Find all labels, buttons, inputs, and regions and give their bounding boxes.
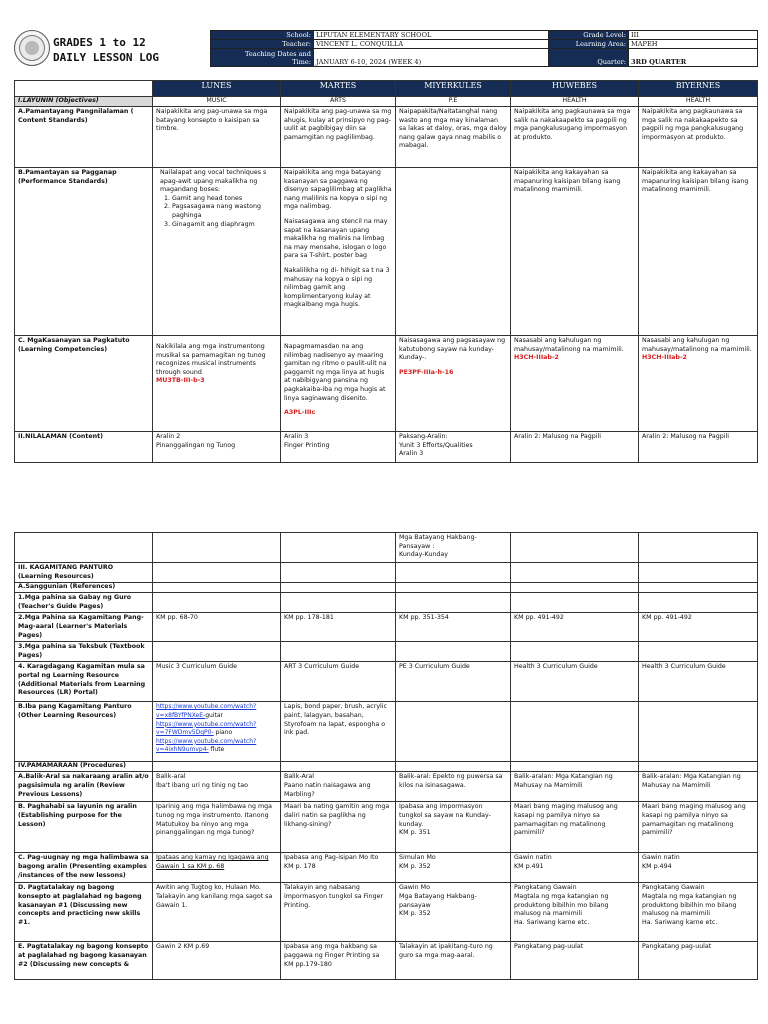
balik-aral-lunes: Balik-aral Iba't ibang uri ng tinig ng tao xyxy=(153,772,281,802)
competencies-martes: Napagmamasdan na ang nilimbag nadisenyo ay maaring gamitan ng ritmo o paulit-ulit na paggamit ng mga linya at hugis at nabibigyang pansina ng pagkakaiba-iba ng mga hugis at linya saginawang disenito. A3PL-IIIc xyxy=(281,336,396,432)
nilalaman-martes: Aralin 3 Finger Printing xyxy=(281,432,396,463)
form-title-grades: GRADES 1 to 12 xyxy=(53,36,146,49)
layunin-label: I.LAYUNIN (Objectives) xyxy=(15,97,153,107)
competency-code: MU3TB-III-b-3 xyxy=(156,377,205,385)
lesson-log-table-page2 xyxy=(14,532,758,980)
nilalaman-row xyxy=(15,432,758,463)
paghahabi-lunes: Iparinig ang mga halimbawa ng mga tunog ng mga instrumento. Itanong Matutukoy ba ninyo ang mga pinanggalingan ng mga tunog? xyxy=(153,802,281,853)
iba-pang-label: B.Iba pang Kagamitang Panturo (Other Learning Resources) xyxy=(15,702,153,762)
lesson-log-table-page1 xyxy=(14,80,758,463)
pag-uugnay-miyerkules: Simulan Mo KM p. 352 xyxy=(396,853,511,883)
youtube-link-flute[interactable]: https://www.youtube.com/watch?v=4ixhN9umvp4- xyxy=(156,737,257,754)
competencies-row xyxy=(15,336,758,432)
pag-uugnay-row xyxy=(15,853,758,883)
subject-music: MUSIC xyxy=(153,97,281,107)
continuation-row xyxy=(15,533,758,563)
performance-standards-label: B.Pamantayan sa Pagganap (Performance Standards) xyxy=(15,168,153,336)
subject-arts: ARTS xyxy=(281,97,396,107)
teacher-value: VINCENT L. CONQUILLA xyxy=(314,40,549,49)
deped-seal-logo xyxy=(14,30,50,66)
balik-aral-martes: Balik-Aral Paano natin naisagawa ang Marbling? xyxy=(281,772,396,802)
teksbuk-row xyxy=(15,642,758,662)
competency-code: PE3PF-IIIa-h-16 xyxy=(399,368,454,376)
kagamitan-pages-martes: KM pp. 178-181 xyxy=(281,613,396,642)
pag-uugnay-biyernes: Gawin natin KM p.494 xyxy=(639,853,758,883)
pagtalakay1-label: D. Pagtatalakay ng bagong konsepto at paglalahad ng bagong kasanayan #1 (Discussing new concepts and practicing new skills #1. xyxy=(15,883,153,942)
teaching-dates-value: JANUARY 6-10, 2024 (WEEK 4) xyxy=(314,49,549,67)
pag-uugnay-lunes: Ipataas ang kamay ng Igagawa ang Gawain 1 sa KM p. 68 xyxy=(153,853,281,883)
subject-health: HEALTH xyxy=(511,97,639,107)
kagamitan-pages-row xyxy=(15,613,758,642)
day-header-lunes: LUNES xyxy=(153,81,281,97)
header-info-table xyxy=(210,30,758,67)
balik-aral-huwebes: Balik-aralan: Mga Katangian ng Mahusay na Mamimili xyxy=(511,772,639,802)
day-header-miyerkules: MIYERKULES xyxy=(396,81,511,97)
kagamitang-label: III. KAGAMITANG PANTURO (Learning Resources) xyxy=(15,563,153,583)
pagtalakay1-martes: Talakayin ang nabasang impormasyon tungkol sa Finger Printing. xyxy=(281,883,396,942)
balik-aral-label: A.Balik-Aral sa nakaraang aralin at/o pagsisimula ng aralin (Review Previous Lessons) xyxy=(15,772,153,802)
competency-code: H3CH-IIIab-2 xyxy=(642,354,687,362)
content-standards-row xyxy=(15,107,758,168)
subject-pe: P.E xyxy=(396,97,511,107)
nilalaman-label: II.NILALAMAN (Content) xyxy=(15,432,153,463)
content-standards-lunes: Naipakikita ang pag-unawa sa mga batayang konsepto o kaisipan sa timbre. xyxy=(153,107,281,168)
sanggunian-row xyxy=(15,583,758,593)
youtube-link-guitar[interactable]: https://www.youtube.com/watch?v=x8fBYfPNXeE- xyxy=(156,703,257,719)
performance-standards-lunes: Nailalapat ang vocal techniques s apag-awit upang makalikha ng magandang boses: 1. Gamit ang head tones 2. Pagsasagawa nang wastong paghinga 3. Ginagamit ang diaphragm xyxy=(153,168,281,336)
pagtalakay1-miyerkules: Gawin Mo Mga Batayang Hakbang-pansayaw KM p. 352 xyxy=(396,883,511,942)
school-value: LIPUTAN ELEMENTARY SCHOOL xyxy=(314,31,549,40)
competencies-label: C. MgaKasanayan sa Pagkatuto (Learning Competencies) xyxy=(15,336,153,432)
kagamitan-pages-label: 2.Mga Pahina sa Kagamitang Pang-Mag-aaral (Learner's Materials Pages) xyxy=(15,613,153,642)
nilalaman-miyerkules: Paksang-Aralin: Yunit 3 Efforts/Qualities Aralin 3 xyxy=(396,432,511,463)
nilalaman-huwebes: Aralin 2: Malusog na Pagpili xyxy=(511,432,639,463)
grade-level-value: III xyxy=(629,31,758,40)
quarter-value: 3RD QUARTER xyxy=(629,49,758,67)
competency-code: H3CH-IIIab-2 xyxy=(514,354,559,362)
balik-aral-miyerkules: Balik-aral: Epekto ng puwersa sa kilos na isinasagawa. xyxy=(396,772,511,802)
kagamitan-pages-biyernes: KM pp. 491-492 xyxy=(639,613,758,642)
gabay-row xyxy=(15,593,758,613)
day-header-martes: MARTES xyxy=(281,81,396,97)
pamamaraan-row xyxy=(15,762,758,772)
competency-code: A3PL-IIIc xyxy=(284,409,316,417)
kagamitan-pages-huwebes: KM pp. 491-492 xyxy=(511,613,639,642)
performance-standards-row xyxy=(15,168,758,336)
kagamitan-pages-miyerkules: KM pp. 351-354 xyxy=(396,613,511,642)
subject-health: HEALTH xyxy=(639,97,758,107)
gabay-label: 1.Mga pahina sa Gabay ng Guro (Teacher's Guide Pages) xyxy=(15,593,153,613)
learning-area-value: MAPEH xyxy=(629,40,758,49)
school-label: School: xyxy=(211,31,314,40)
paghahabi-huwebes: Maari bang maging malusog ang kasapi ng pamilya ninyo sa pamamagitan ng matalinong pamimili? xyxy=(511,802,639,853)
learning-area-label: Learning Area: xyxy=(549,40,629,49)
pagtalakay2-biyernes: Pangkatang pag-uulat xyxy=(639,942,758,980)
pagtalakay1-lunes: Awitin ang Tugtog ko, Hulaan Mo. Talakayin ang kanilang mga sagot sa Gawain 1. xyxy=(153,883,281,942)
competencies-biyernes: Nasasabi ang kahulugan ng mahusay/matalinong na mamimili. H3CH-IIIab-2 xyxy=(639,336,758,432)
performance-standards-biyernes: Naipakikita ang kakayahan sa mapanuring kaisipan bilang isang matalinong mamimili. xyxy=(639,168,758,336)
quarter-label: Quarter: xyxy=(549,49,629,67)
pagtalakay2-martes: Ipabasa ang mga hakbang sa paggawa ng Finger Printing sa KM pp.179-180 xyxy=(281,942,396,980)
pagtalakay1-row xyxy=(15,883,758,942)
pagtalakay2-label: E. Pagtatalakay ng bagong konsepto at paglalahad ng bagong kasanayan #2 (Discussing new concepts & xyxy=(15,942,153,980)
competencies-lunes: Nakikilala ang mga instrumentong musikal sa pamamagitan ng tunog recognizes musical instruments through sound MU3TB-III-b-3 xyxy=(153,336,281,432)
day-header-row xyxy=(15,81,758,97)
iba-pang-lunes: https://www.youtube.com/watch?v=x8fBYfPNXeE-guitar https://www.youtube.com/watch?v=7FWDmv5DqP0- piano https://www.youtube.com/watch?v=4ixhN9umvp4- flute xyxy=(153,702,281,762)
pagtalakay2-huwebes: Pangkatang pag-uulat xyxy=(511,942,639,980)
performance-standards-miyerkules xyxy=(396,168,511,336)
layunin-row xyxy=(15,97,758,107)
competencies-miyerkules: Naisasagawa ang pagsasayaw ng katutubong sayaw na kunday-Kunday-. PE3PF-IIIa-h-16 xyxy=(396,336,511,432)
pagtalakay1-biyernes: Pangkatang Gawain Magtala ng mga katangian ng produktong bibilhin mo bilang malusog na mamimili Ha. Sariwang karne etc. xyxy=(639,883,758,942)
paghahabi-biyernes: Maari bang maging malusog ang kasapi ng pamilya ninyo sa pamamagitan ng matalinong pamimili? xyxy=(639,802,758,853)
pagtalakay2-lunes: Gawin 2 KM p.69 xyxy=(153,942,281,980)
karagdagang-row xyxy=(15,662,758,702)
technique-item: 3. Ginagamit ang diaphragm xyxy=(172,221,277,230)
karagdagang-martes: ART 3 Curriculum Guide xyxy=(281,662,396,702)
performance-standards-huwebes: Naipakikita ang kakayahan sa mapanuring kaisipan bilang isang matalinong mamimili. xyxy=(511,168,639,336)
nilalaman-biyernes: Aralin 2: Malusog na Pagpili xyxy=(639,432,758,463)
content-standards-martes: Naipakikita ang pag-unawa sa mg ahugis, kulay at prinsipyo ng pag-uulit at pagbibigay diin sa pamamgitan ng paglilimbag. xyxy=(281,107,396,168)
teacher-label: Teacher: xyxy=(211,40,314,49)
paghahabi-row xyxy=(15,802,758,853)
day-header-biyernes: BIYERNES xyxy=(639,81,758,97)
karagdagang-huwebes: Health 3 Curriculum Guide xyxy=(511,662,639,702)
nilalaman-lunes: Aralin 2 Pinanggalingan ng Tunog xyxy=(153,432,281,463)
karagdagang-miyerkules: PE 3 Curriculum Guide xyxy=(396,662,511,702)
pagtalakay2-row xyxy=(15,942,758,980)
paghahabi-miyerkules: Ipabasa ang impormasyon tungkol sa sayaw na Kunday-kunday. KM p. 351 xyxy=(396,802,511,853)
content-standards-label: A.Pamantayang Pangnilalaman ( Content Standards) xyxy=(15,107,153,168)
grade-level-label: Grade Level: xyxy=(549,31,629,40)
teksbuk-label: 3.Mga pahina sa Teksbuk (Textbook Pages) xyxy=(15,642,153,662)
content-standards-miyerkules: Naipapakita/Naitatanghal nang wasto ang mga may kinalaman sa lakas at daloy, oras, mga daloy nang galaw gaya nnag mabilis o mabagal. xyxy=(396,107,511,168)
pamamaraan-label: IV.PAMAMARAAN (Procedures) xyxy=(15,762,153,772)
pag-uugnay-huwebes: Gawin natin KM p.491 xyxy=(511,853,639,883)
kagamitan-pages-lunes: KM pp. 68-70 xyxy=(153,613,281,642)
youtube-link-piano[interactable]: https://www.youtube.com/watch?v=7FWDmv5DqP0- xyxy=(156,720,257,737)
content-standards-huwebes: Naipakikita ang pagkaunawa sa mga salik na nakakaapekto sa pagpili ng mga pangkalusugang impormasyon at produkto. xyxy=(511,107,639,168)
competencies-huwebes: Nasasabi ang kahulugan ng mahusay/matalinong na mamimili. H3CH-IIIab-2 xyxy=(511,336,639,432)
balik-aral-biyernes: Balik-aralan: Mga Katangian ng Mahusay na Mamimili xyxy=(639,772,758,802)
technique-item: 2. Pagsasagawa nang wastong paghinga xyxy=(172,203,277,220)
content-standards-biyernes: Naipakikita ang pagkaunawa sa mga salik na nakakaapekto sa pagpili ng mga pangkalusugang impormasyon at produkto. xyxy=(639,107,758,168)
technique-item: 1. Gamit ang head tones xyxy=(172,195,277,204)
pagtalakay1-huwebes: Pangkatang Gawain Magtala ng mga katangian ng produktong bibilhin mo bilang malusog na mamimili Ha. Sariwang karne etc. xyxy=(511,883,639,942)
paghahabi-label: B. Paghahabi sa layunin ng aralin (Establishing purpose for the Lesson) xyxy=(15,802,153,853)
sanggunian-label: A.Sanggunian (References) xyxy=(15,583,153,593)
form-title-dll: DAILY LESSON LOG xyxy=(53,51,159,64)
karagdagang-label: 4. Karagdagang Kagamitan mula sa portal ng Learning Resource (Additional Materials from Learning Resources (LR) Portal) xyxy=(15,662,153,702)
balik-aral-row xyxy=(15,772,758,802)
pagtalakay2-miyerkules: Talakayin at ipakitang-turo ng guro sa mga mag-aaral. xyxy=(396,942,511,980)
paghahabi-martes: Maari ba nating gamitin ang mga daliri natin sa paglikha ng likhang-sining? xyxy=(281,802,396,853)
day-header-blank xyxy=(15,81,153,97)
performance-standards-martes: Naipakikita ang mga batayang kasanayan sa paggawa ng disenyo sapaglilimbag at paglikha nang malilinis na kopya o sipi ng mga nalimbag. Naisasagawa ang stencil na may sapat na kasanayan upang makalikha ng malinis na limbag na may mensahe, islogan o logo para sa T-shirt, poster bag Nakalilikha ng di- hihigit sa t na 3 mahusay na kopya o sipi ng nilimbag gamit ang komplimentaryong kulay at magkaibang mga hugis. xyxy=(281,168,396,336)
day-header-huwebes: HUWEBES xyxy=(511,81,639,97)
iba-pang-row xyxy=(15,702,758,762)
iba-pang-martes: Lapis, bond paper, brush, acrylic paint, lalagyan, basahan, Styrofoam na lapat, espongha o ink pad. xyxy=(281,702,396,762)
karagdagang-biyernes: Health 3 Curriculum Guide xyxy=(639,662,758,702)
pag-uugnay-label: C. Pag-uugnay ng mga halimbawa sa bagong aralin (Presenting examples /instances of the new lessons) xyxy=(15,853,153,883)
pag-uugnay-martes: Ipabasa ang Pag-isipan Mo Ito KM p. 178 xyxy=(281,853,396,883)
karagdagang-lunes: Music 3 Curriculum Guide xyxy=(153,662,281,702)
kagamitang-row xyxy=(15,563,758,583)
teaching-dates-label: Teaching Dates and Time: xyxy=(211,49,314,67)
continuation-miyerkules: Mga Batayang Hakbang- Pansayaw : Kunday-Kunday xyxy=(396,533,511,563)
